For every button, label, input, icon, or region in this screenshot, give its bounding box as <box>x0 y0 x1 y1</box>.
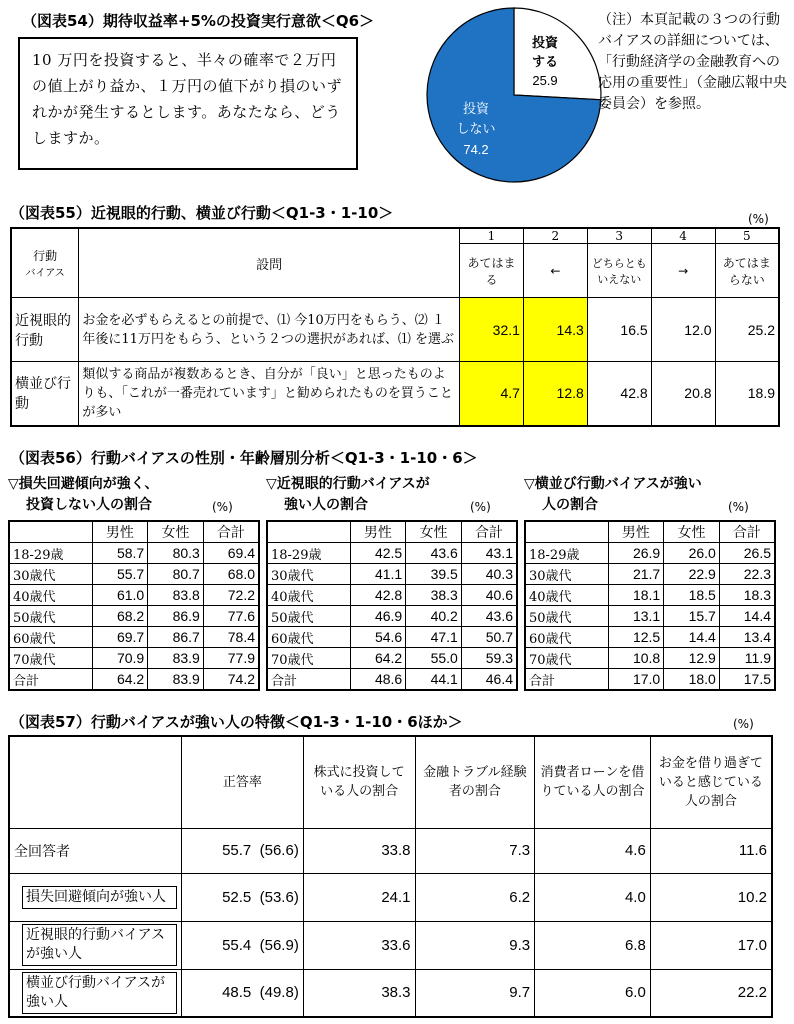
fig56-subtitle: ▽近視眼的行動バイアスが <box>266 476 430 492</box>
header-empty <box>9 521 92 543</box>
header-col: 男性 <box>92 521 148 543</box>
table-row <box>9 564 259 585</box>
row-label: 60歳代 <box>267 627 350 648</box>
rate-paren: (56.6) <box>259 842 299 859</box>
row-label-text: 横並び行動バイアスが強い人 <box>22 972 177 1014</box>
row-label: 合計 <box>525 669 608 691</box>
row-label: 70歳代 <box>267 648 350 669</box>
fig57-table <box>8 735 773 1018</box>
fig56-subtitle: 投資しない人の割合 <box>26 497 152 513</box>
row-label: 40歳代 <box>525 585 608 606</box>
cell: 77.9 <box>203 648 259 669</box>
cell: 4.7 <box>460 362 524 426</box>
cell: 6.2 <box>415 873 535 921</box>
table-row <box>267 648 517 669</box>
cell: 18.3 <box>719 585 775 606</box>
header-bias-1: 行動 <box>33 249 58 263</box>
cell: 83.8 <box>148 585 204 606</box>
cell: 26.0 <box>664 543 720 564</box>
cell: 42.8 <box>587 362 651 426</box>
row-label: 横並び行動 <box>11 362 79 426</box>
row-label: 50歳代 <box>267 606 350 627</box>
header-col: 女性 <box>406 521 462 543</box>
cell: 48.6 <box>350 669 406 691</box>
row-label <box>9 921 181 969</box>
table-row <box>267 585 517 606</box>
scale-num: 5 <box>715 228 779 244</box>
cell: 18.5 <box>664 585 720 606</box>
cell: 12.9 <box>664 648 720 669</box>
header-col: 女性 <box>664 521 720 543</box>
header-bias <box>11 228 79 298</box>
row-label: 50歳代 <box>525 606 608 627</box>
rate-cell <box>181 828 303 873</box>
cell: 10.8 <box>608 648 664 669</box>
cell: 40.6 <box>461 585 517 606</box>
rate-cell <box>181 921 303 969</box>
fig54-title: （図表54）期待収益率+5%の投資実行意欲＜Q6＞ <box>22 12 375 30</box>
header-bias-2: バイアス <box>25 268 65 279</box>
cell: 33.6 <box>303 921 415 969</box>
fig56-unit: (%) <box>470 500 491 514</box>
cell: 43.6 <box>406 543 462 564</box>
cell: 18.9 <box>715 362 779 426</box>
row-label: 30歳代 <box>525 564 608 585</box>
pie-label-noinvest-1: 投資 <box>462 101 490 116</box>
cell: 4.0 <box>535 873 651 921</box>
row-label: 18-29歳 <box>9 543 92 564</box>
cell: 43.6 <box>461 606 517 627</box>
row-label: 60歳代 <box>9 627 92 648</box>
table-row <box>9 921 772 969</box>
header-col: 消費者ローンを借りている人の割合 <box>535 736 651 828</box>
row-label: 合計 <box>9 669 92 691</box>
cell: 11.6 <box>650 828 772 873</box>
cell: 12.0 <box>651 298 715 362</box>
row-label: 40歳代 <box>267 585 350 606</box>
table-row <box>9 969 772 1017</box>
rate: 55.4 <box>222 936 252 954</box>
cell: 40.2 <box>406 606 462 627</box>
fig56-subtitle: ▽損失回避傾向が強く、 <box>8 476 159 492</box>
question-box: 10 万円を投資すると、半々の確率で２万円の値上がり益か、１万円の値下がり損のいずれかが発生するとします。あなたなら、どうしますか。 <box>18 37 358 170</box>
row-question: お金を必ずもらえるとの前提で、⑴ 今10万円をもらう、⑵ １年後に11万円をもらう、という２つの選択があれば、⑴ を選ぶ <box>79 298 460 362</box>
cell: 68.0 <box>203 564 259 585</box>
pie-label-noinvest-2: しない <box>456 121 496 136</box>
cell: 14.4 <box>719 606 775 627</box>
cell: 64.2 <box>92 669 148 691</box>
cell: 24.1 <box>303 873 415 921</box>
cell: 9.3 <box>415 921 535 969</box>
header-col: 男性 <box>608 521 664 543</box>
cell: 43.1 <box>461 543 517 564</box>
header-rate: 正答率 <box>181 736 303 828</box>
cell: 21.7 <box>608 564 664 585</box>
cell: 12.8 <box>523 362 587 426</box>
cell: 69.7 <box>92 627 148 648</box>
fig56-subtitle: 人の割合 <box>542 497 598 513</box>
table-row <box>267 669 517 691</box>
table-row <box>9 543 259 564</box>
row-label: 18-29歳 <box>267 543 350 564</box>
cell: 74.2 <box>203 669 259 691</box>
table-row <box>9 648 259 669</box>
scale-label: あてはまる <box>460 244 524 298</box>
header-col: 合計 <box>719 521 775 543</box>
cell: 69.4 <box>203 543 259 564</box>
scale-num: 3 <box>587 228 651 244</box>
fig56-unit: (%) <box>212 500 233 514</box>
rate: 55.7 <box>222 842 252 859</box>
table-row <box>9 627 259 648</box>
cell: 86.9 <box>148 606 204 627</box>
cell: 86.7 <box>148 627 204 648</box>
cell: 17.0 <box>650 921 772 969</box>
cell: 26.5 <box>719 543 775 564</box>
table-row <box>11 362 779 426</box>
table-row <box>267 606 517 627</box>
pie-label-invest-1: 投資 <box>531 35 559 50</box>
cell: 22.3 <box>719 564 775 585</box>
row-label: 合計 <box>267 669 350 691</box>
scale-num: 1 <box>460 228 524 244</box>
cell: 39.5 <box>406 564 462 585</box>
cell: 41.1 <box>350 564 406 585</box>
fig56-subtitle: ▽横並び行動バイアスが強い <box>524 476 702 492</box>
cell: 50.7 <box>461 627 517 648</box>
header-col: 合計 <box>461 521 517 543</box>
table-row <box>267 627 517 648</box>
cell: 38.3 <box>303 969 415 1017</box>
cell: 83.9 <box>148 648 204 669</box>
scale-num: 2 <box>523 228 587 244</box>
cell: 11.9 <box>719 648 775 669</box>
header-col: 女性 <box>148 521 204 543</box>
scale-label: あてはまらない <box>715 244 779 298</box>
cell: 44.1 <box>406 669 462 691</box>
rate-cell <box>181 873 303 921</box>
row-label: 70歳代 <box>9 648 92 669</box>
cell: 42.5 <box>350 543 406 564</box>
rate-paren: (49.8) <box>259 984 299 1002</box>
row-question: 類似する商品が複数あるとき、自分が「良い」と思ったものよりも、「これが一番売れています」と勧められたものを買うことが多い <box>79 362 460 426</box>
fig57-title: （図表57）行動バイアスが強い人の特徴＜Q1-3・1-10・6ほか＞ <box>10 713 463 731</box>
table-row <box>267 564 517 585</box>
cell: 70.9 <box>92 648 148 669</box>
table-row <box>9 606 259 627</box>
row-label: 50歳代 <box>9 606 92 627</box>
cell: 55.7 <box>92 564 148 585</box>
cell: 7.3 <box>415 828 535 873</box>
rate-paren: (56.9) <box>259 936 299 954</box>
pie-value-invest: 25.9 <box>532 73 558 88</box>
cell: 22.2 <box>650 969 772 1017</box>
scale-label: どちらともいえない <box>587 244 651 298</box>
cell: 18.0 <box>664 669 720 691</box>
rate: 48.5 <box>222 984 252 1002</box>
cell: 15.7 <box>664 606 720 627</box>
cell: 55.0 <box>406 648 462 669</box>
table-row <box>525 627 775 648</box>
cell: 12.5 <box>608 627 664 648</box>
header-col: 合計 <box>203 521 259 543</box>
header-empty <box>9 736 181 828</box>
cell: 9.7 <box>415 969 535 1017</box>
cell: 17.5 <box>719 669 775 691</box>
fig56-table <box>266 520 518 691</box>
cell: 17.0 <box>608 669 664 691</box>
cell: 40.3 <box>461 564 517 585</box>
row-label: 30歳代 <box>9 564 92 585</box>
cell: 46.9 <box>350 606 406 627</box>
scale-num: 4 <box>651 228 715 244</box>
cell: 54.6 <box>350 627 406 648</box>
cell: 13.4 <box>719 627 775 648</box>
cell: 80.3 <box>148 543 204 564</box>
fig56-table <box>8 520 260 691</box>
table-row <box>525 564 775 585</box>
table-row <box>525 648 775 669</box>
row-label: 18-29歳 <box>525 543 608 564</box>
table-row <box>525 669 775 691</box>
fig55-unit: (%) <box>748 212 769 226</box>
table-row <box>11 298 779 362</box>
cell: 77.6 <box>203 606 259 627</box>
fig55-title: （図表55）近視眼的行動、横並び行動＜Q1-3・1-10＞ <box>10 204 394 222</box>
cell: 14.3 <box>523 298 587 362</box>
cell: 33.8 <box>303 828 415 873</box>
cell: 4.6 <box>535 828 651 873</box>
cell: 80.7 <box>148 564 204 585</box>
table-row <box>525 543 775 564</box>
cell: 20.8 <box>651 362 715 426</box>
row-label: 60歳代 <box>525 627 608 648</box>
rate-paren: (53.6) <box>259 888 299 906</box>
cell: 38.3 <box>406 585 462 606</box>
cell: 10.2 <box>650 873 772 921</box>
cell: 42.8 <box>350 585 406 606</box>
header-col: 男性 <box>350 521 406 543</box>
row-label <box>9 969 181 1017</box>
cell: 64.2 <box>350 648 406 669</box>
fig55-table <box>10 227 780 427</box>
pie-value-noinvest: 74.2 <box>463 142 489 157</box>
fig56-subtitle: 強い人の割合 <box>284 497 368 513</box>
row-label: 30歳代 <box>267 564 350 585</box>
cell: 16.5 <box>587 298 651 362</box>
cell: 58.7 <box>92 543 148 564</box>
pie-chart <box>424 5 604 185</box>
table-row <box>9 669 259 691</box>
scale-label: → <box>651 244 715 298</box>
header-question: 設問 <box>79 228 460 298</box>
cell: 83.9 <box>148 669 204 691</box>
header-col: 金融トラブル経験者の割合 <box>415 736 535 828</box>
header-empty <box>267 521 350 543</box>
cell: 72.2 <box>203 585 259 606</box>
header-col: 株式に投資している人の割合 <box>303 736 415 828</box>
row-label: 70歳代 <box>525 648 608 669</box>
row-label: 40歳代 <box>9 585 92 606</box>
cell: 59.3 <box>461 648 517 669</box>
row-label: 全回答者 <box>9 828 181 873</box>
table-row <box>525 606 775 627</box>
table-row <box>267 543 517 564</box>
cell: 46.4 <box>461 669 517 691</box>
cell: 26.9 <box>608 543 664 564</box>
cell: 22.9 <box>664 564 720 585</box>
header-col: お金を借り過ぎていると感じている人の割合 <box>650 736 772 828</box>
cell: 18.1 <box>608 585 664 606</box>
cell: 6.8 <box>535 921 651 969</box>
fig56-unit: (%) <box>728 500 749 514</box>
row-label-text: 近視眼的行動バイアスが強い人 <box>22 924 177 966</box>
row-label <box>9 873 181 921</box>
cell: 14.4 <box>664 627 720 648</box>
cell: 6.0 <box>535 969 651 1017</box>
cell: 68.2 <box>92 606 148 627</box>
fig56-table <box>524 520 776 691</box>
cell: 13.1 <box>608 606 664 627</box>
table-row <box>9 585 259 606</box>
row-label: 近視眼的行動 <box>11 298 79 362</box>
note-text: （注）本頁記載の３つの行動バイアスの詳細については、「行動経済学の金融教育への応用の重要性」（金融広報中央委員会）を参照。 <box>598 12 787 112</box>
fig56-title: （図表56）行動バイアスの性別・年齢層別分析＜Q1-3・1-10・6＞ <box>10 449 478 467</box>
pie-label-invest-2: する <box>531 54 559 69</box>
cell: 32.1 <box>460 298 524 362</box>
table-row <box>525 585 775 606</box>
header-empty <box>525 521 608 543</box>
cell: 78.4 <box>203 627 259 648</box>
table-row <box>9 873 772 921</box>
rate-cell <box>181 969 303 1017</box>
cell: 61.0 <box>92 585 148 606</box>
cell: 25.2 <box>715 298 779 362</box>
cell: 47.1 <box>406 627 462 648</box>
table-row <box>9 828 772 873</box>
fig57-unit: (%) <box>733 717 754 731</box>
rate: 52.5 <box>222 888 252 906</box>
row-label-text: 損失回避傾向が強い人 <box>22 886 177 909</box>
scale-label: ← <box>523 244 587 298</box>
